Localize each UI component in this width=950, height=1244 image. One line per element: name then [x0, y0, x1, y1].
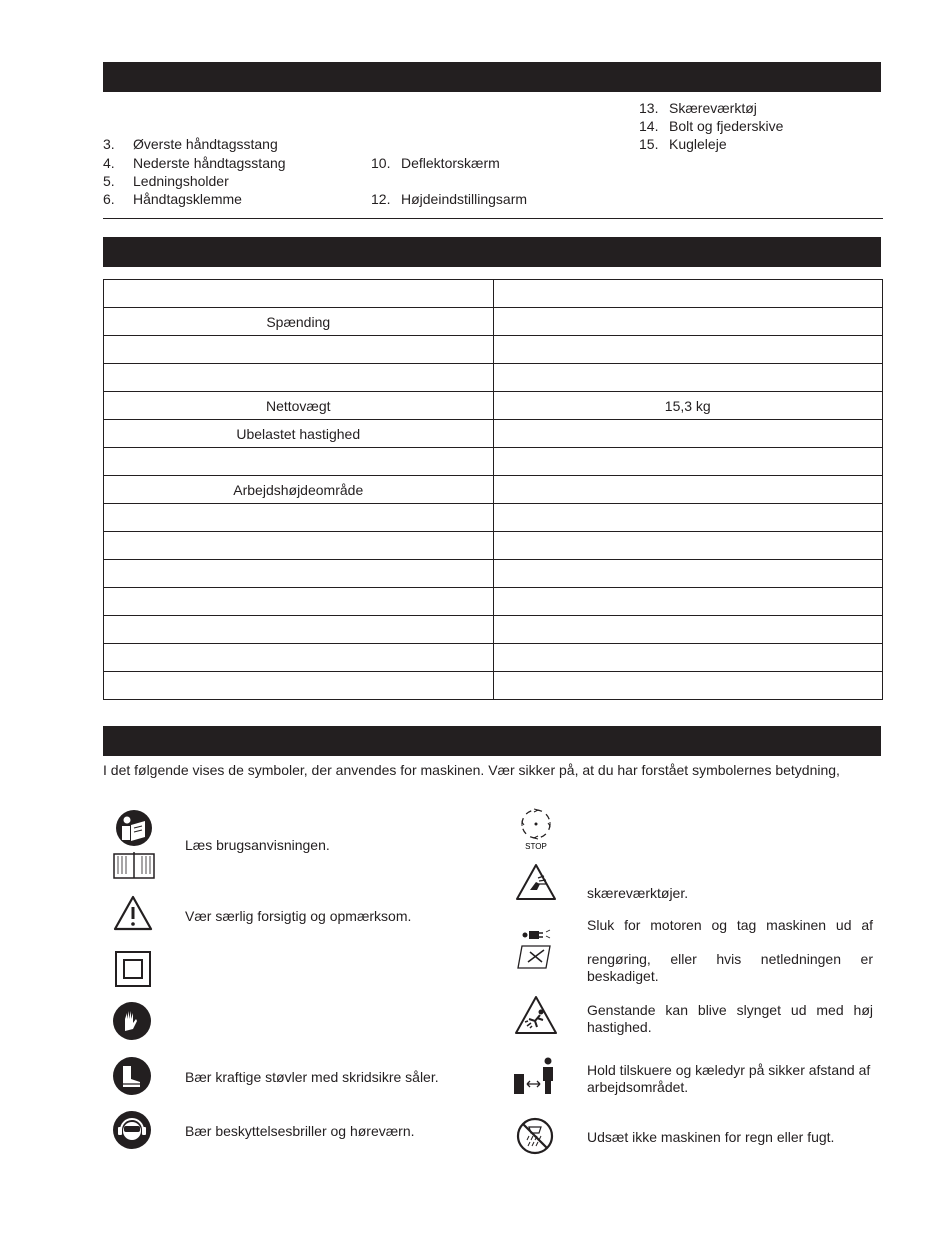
spec-value	[493, 504, 883, 532]
part-item: 13. Skæreværktøj	[639, 100, 757, 116]
double-insulation-icon	[114, 950, 152, 988]
no-rain-icon	[515, 1116, 555, 1156]
symbol-goggles-text: Bær beskyttelsesbriller og høreværn.	[185, 1123, 415, 1139]
part-item: 15. Kugleleje	[639, 136, 727, 152]
spec-label	[104, 560, 494, 588]
gloves-icon	[112, 1001, 152, 1041]
spec-row	[104, 588, 883, 616]
spec-label: Nettovægt	[104, 392, 494, 420]
spec-row	[104, 448, 883, 476]
part-item: 4. Nederste håndtagsstang	[103, 155, 286, 171]
spec-value: 15,3 kg	[493, 392, 883, 420]
spec-value	[493, 644, 883, 672]
unplug-maintenance-icon	[516, 926, 556, 972]
read-manual-icon	[110, 808, 158, 882]
symbol-thrown-objects-text: Genstande kan blive slynget ud med høj hastighed.	[587, 1002, 873, 1035]
part-item: 3. Øverste håndtagsstang	[103, 136, 278, 152]
keep-bystanders-away-icon	[512, 1056, 558, 1098]
spec-label	[104, 448, 494, 476]
spec-label	[104, 336, 494, 364]
symbol-unplug-text-1: Sluk for motoren og tag maskinen ud af	[587, 917, 873, 933]
spec-label	[104, 364, 494, 392]
spec-row	[104, 280, 883, 308]
section-header-bar-symbols	[103, 726, 881, 756]
stop-label: STOP	[525, 842, 547, 851]
spec-label: Arbejdshøjdeområde	[104, 476, 494, 504]
spec-row	[104, 532, 883, 560]
spec-row	[104, 504, 883, 532]
spec-value	[493, 672, 883, 700]
spec-row	[104, 672, 883, 700]
section-divider	[103, 218, 883, 219]
spec-value	[493, 280, 883, 308]
spec-row	[104, 392, 883, 420]
symbol-unplug-text-2: rengøring, eller hvis netledningen er beskadiget.	[587, 951, 873, 984]
spec-value	[493, 308, 883, 336]
spec-value	[493, 476, 883, 504]
spec-value	[493, 336, 883, 364]
part-item: 10. Deflektorskærm	[371, 155, 500, 171]
part-item: 12. Højdeindstillingsarm	[371, 191, 528, 207]
symbol-caution-text: Vær særlig forsigtig og opmærksom.	[185, 908, 412, 924]
symbol-no-rain-text: Udsæt ikke maskinen for regn eller fugt.	[587, 1129, 835, 1145]
spec-row	[104, 644, 883, 672]
specifications-table	[103, 279, 883, 700]
spec-label: Ubelastet hastighed	[104, 420, 494, 448]
spec-value	[493, 560, 883, 588]
spec-label	[104, 672, 494, 700]
symbol-read-manual-text: Læs brugsanvisningen.	[185, 837, 330, 853]
spec-label	[104, 644, 494, 672]
thrown-objects-triangle-icon	[513, 994, 559, 1036]
spec-value	[493, 588, 883, 616]
symbol-boots-text: Bær kraftige støvler med skridsikre såler.	[185, 1069, 439, 1085]
spec-value	[493, 448, 883, 476]
spec-value	[493, 616, 883, 644]
spec-value	[493, 420, 883, 448]
part-item: 14. Bolt og fjederskive	[639, 118, 784, 134]
spec-label: Spænding	[104, 308, 494, 336]
goggles-ear-protection-icon	[112, 1110, 152, 1150]
warning-triangle-icon	[112, 894, 154, 932]
blade-hazard-triangle-icon	[514, 862, 558, 902]
section-header-bar-specifications	[103, 237, 881, 267]
spec-label	[104, 532, 494, 560]
spec-label	[104, 280, 494, 308]
spec-row	[104, 560, 883, 588]
spec-row	[104, 364, 883, 392]
rotating-blade-stop-icon	[516, 806, 556, 852]
symbol-blades-text: skæreværktøjer.	[587, 885, 689, 901]
spec-row	[104, 420, 883, 448]
part-item: 6. Håndtagsklemme	[103, 191, 242, 207]
spec-row	[104, 476, 883, 504]
spec-row	[104, 616, 883, 644]
spec-value	[493, 532, 883, 560]
spec-value	[493, 364, 883, 392]
spec-row	[104, 308, 883, 336]
spec-row	[104, 336, 883, 364]
spec-label	[104, 616, 494, 644]
spec-label	[104, 504, 494, 532]
symbol-bystanders-text: Hold tilskuere og kæledyr på sikker afstand af arbejdsområdet.	[587, 1062, 871, 1095]
section-header-bar-parts	[103, 62, 881, 92]
part-item: 5. Ledningsholder	[103, 173, 229, 189]
symbols-intro-text: I det følgende vises de symboler, der anvendes for maskinen. Vær sikker på, at du har forstået symbolernes betydning,	[103, 762, 840, 778]
boots-icon	[112, 1056, 152, 1096]
spec-label	[104, 588, 494, 616]
